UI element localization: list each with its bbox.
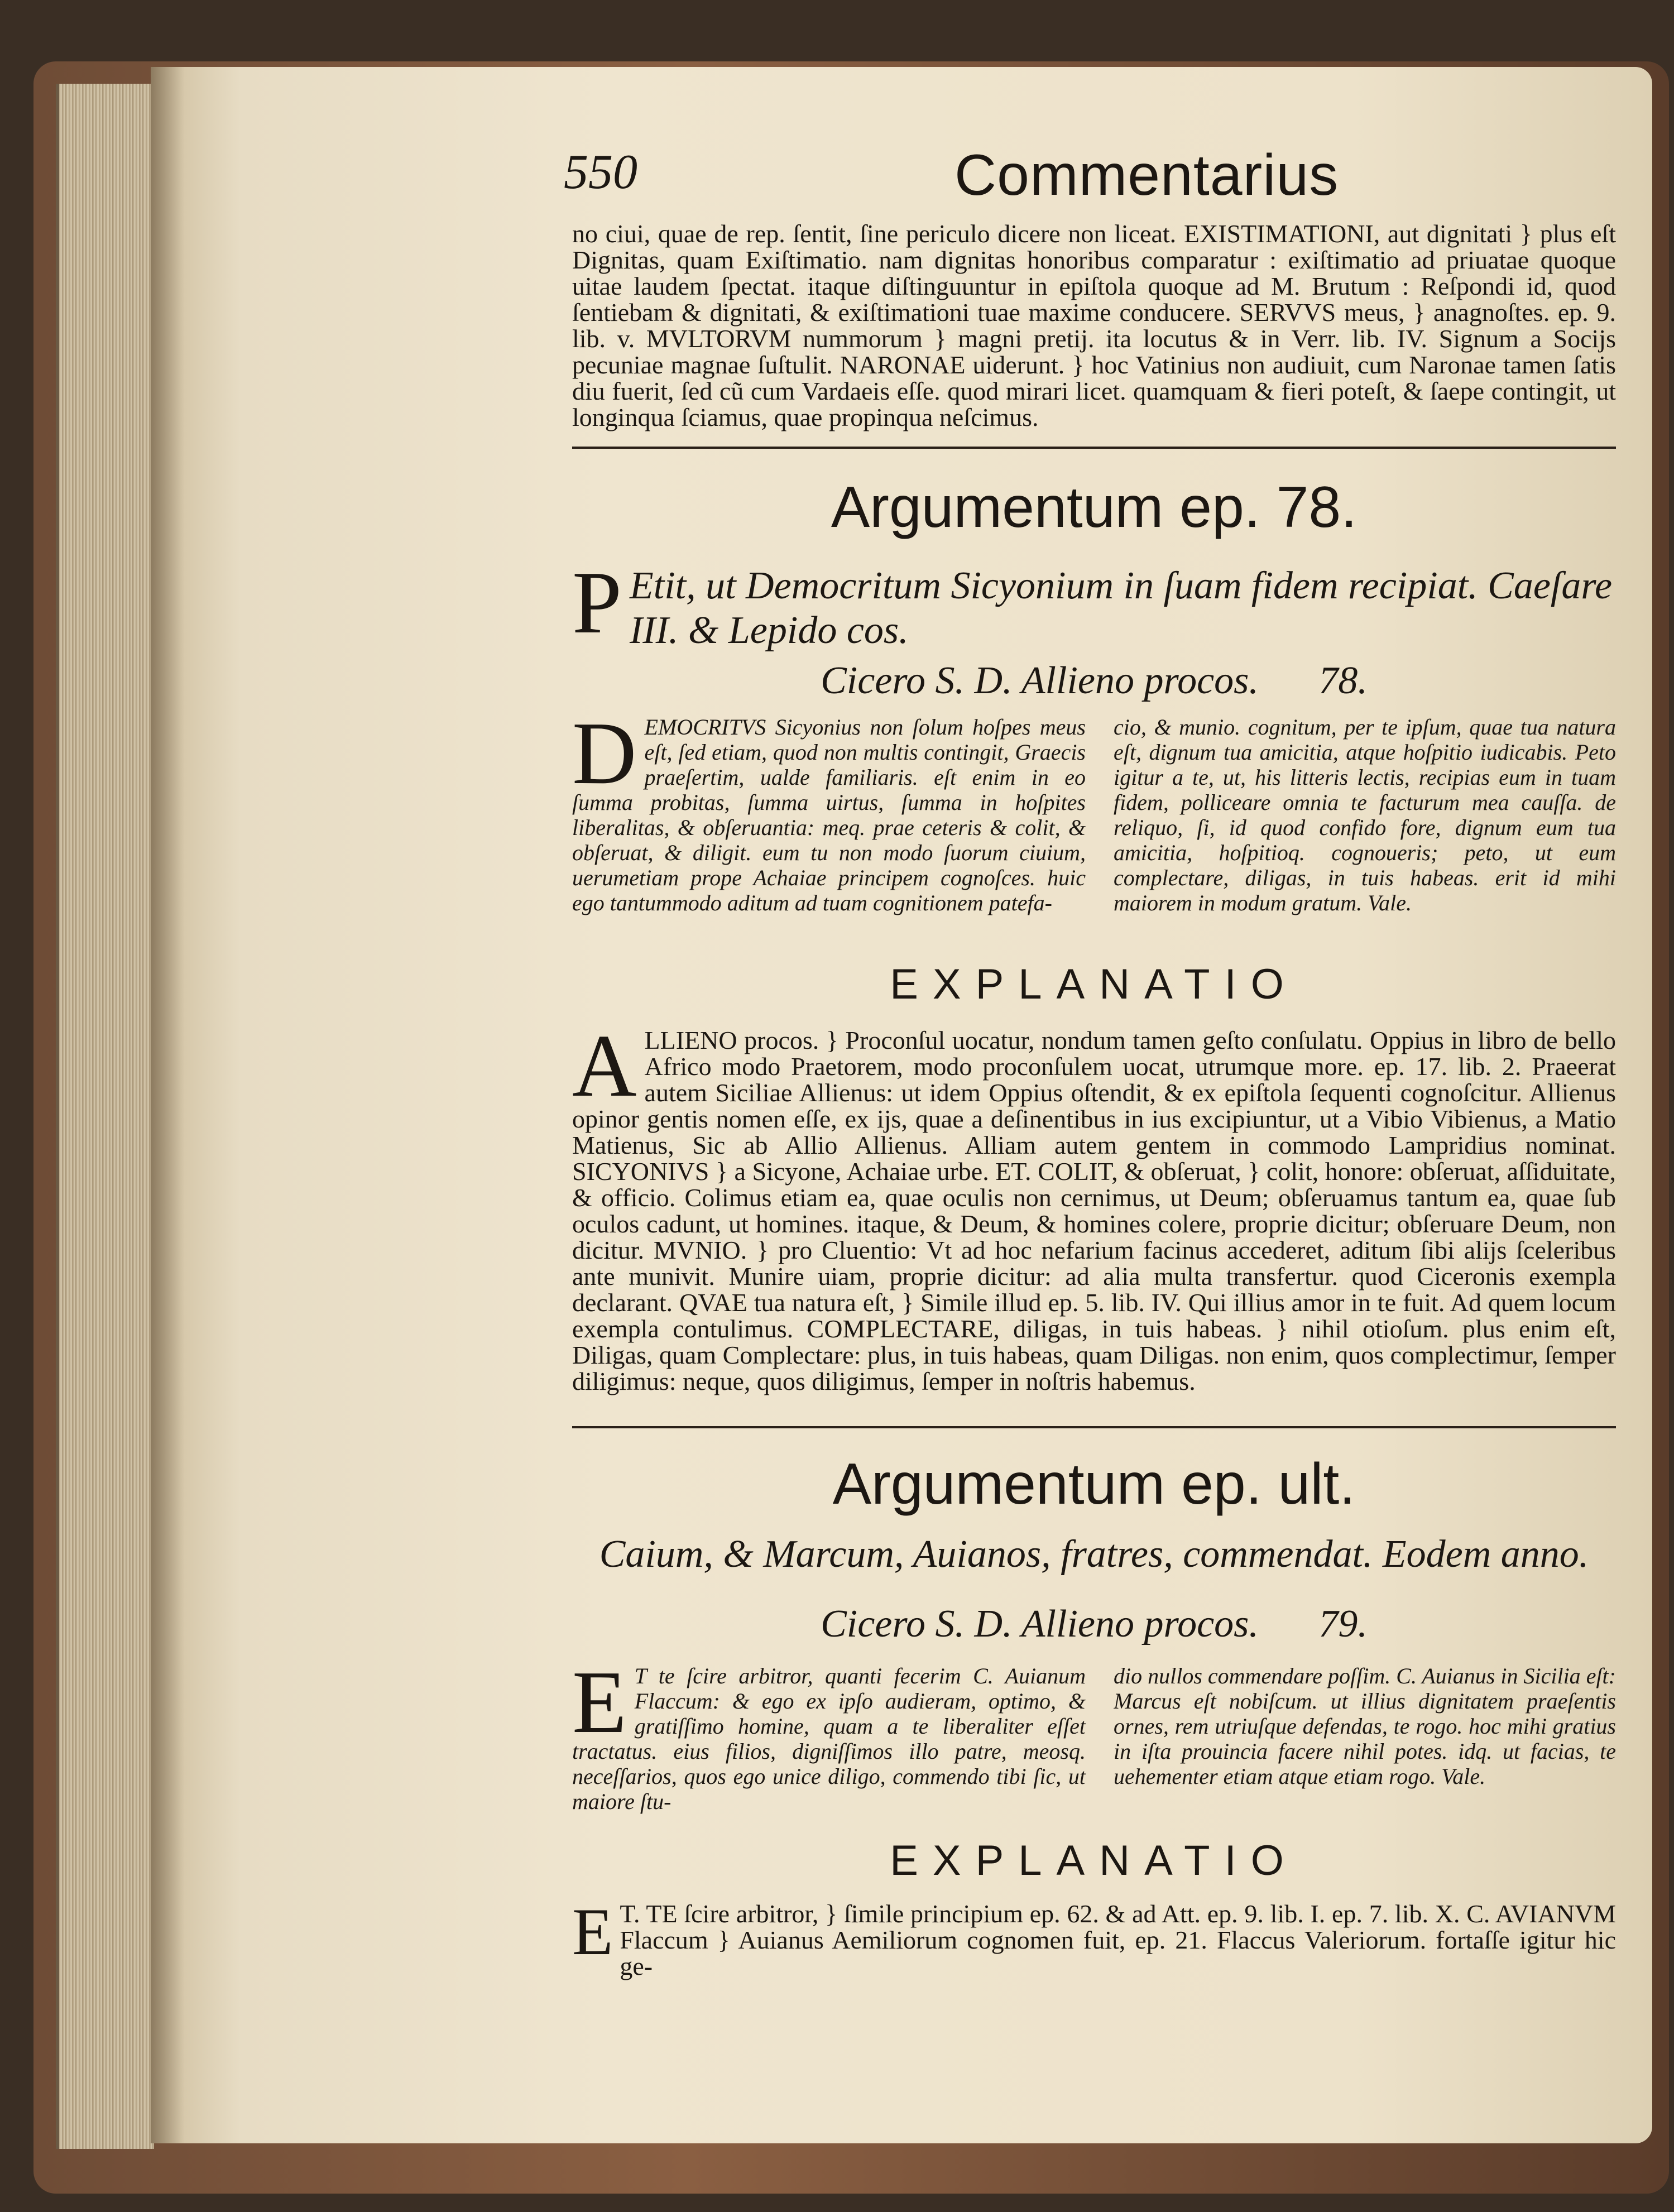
explanatio-79-heading: EXPLANATIO: [890, 1837, 1298, 1884]
letter-78-col1-text: EMOCRITVS Sicyonius non ſolum hoſpes meus eſt, ſed etiam, quod non multis contingit, Graecis praeſertim, ualde familiaris. eſt enim in eo ſumma probitas, ſumma uirtus, ſumma in hoſpites liberalitas, & obſeruantia: meq. prae ceteris & colit, & obſeruat, & diligit. eum tu non modo ſuorum ciuium, uerumetiam prope Achaiae principem cognoſces. huic ego tantummodo aditum ad tuam cognitionem patefa-: [572, 714, 1086, 915]
explanatio-79-dropcap: E: [572, 1901, 613, 1969]
page-number: 550: [564, 145, 637, 199]
explanatio-78-text: [572, 1027, 1616, 1418]
argument-79-text: Caium, & Marcum, Auianos, fratres, commendat. Eodem anno.: [599, 1533, 1589, 1576]
explanatio-78-heading: EXPLANATIO: [890, 961, 1298, 1008]
section-rule-2: [572, 1426, 1616, 1428]
letter-78-col1: [572, 714, 1086, 949]
letter-79-col1: [572, 1663, 1086, 1825]
salutation-79-number: 79.: [1318, 1602, 1368, 1645]
letter-79-col1-text: T te ſcire arbitror, quanti fecerim C. Auianum Flaccum: & ego ex ipſo audieram, optimo, & gratiſſimo homine, quam a te liberaliter eſſet tractatus. eius filios, digniſſimos illo patre, meosq. neceſſarios, quos ego unice diligo, commendo tibi ſic, ut maiore ſtu-: [572, 1663, 1086, 1814]
argument-79-heading: Argumentum ep. ult.: [832, 1452, 1356, 1517]
explanatio-78-dropcap: A: [572, 1027, 637, 1115]
salutation-78-number: 78.: [1318, 659, 1368, 702]
salutation-78: [572, 659, 1616, 703]
letter-78-dropcap: D: [572, 714, 637, 803]
letter-79-dropcap: E: [572, 1663, 627, 1752]
explanatio-79-body: T. TE ſcire arbitror, } ſimile principium ep. 62. & ad Att. ep. 9. lib. I. ep. 7. lib. X. C. AVIANVM Flaccum } Auianus Aemiliorum cognomen fuit, ep. 21. Flaccus Valeriorum. fortaſſe igitur hic ge-: [620, 1901, 1616, 1980]
letter-79-col2: dio nullos commendare poſſim. C. Auianus in Sicilia eſt: Marcus eſt nobiſcum. ut illius dignitatem praeſentis ornes, rem utriuſque defendas, te rogo. hoc mihi gratius in iſta prouincia facere nihil potes. idq. ut facias, te uehementer etiam atque etiam rogo. Vale.: [1114, 1663, 1616, 1789]
argument-78-dropcap: P: [572, 553, 622, 652]
running-title: Commentarius: [954, 143, 1339, 208]
letter-78-col2: cio, & munio. cognitum, per te ipſum, quae tua natura eſt, dignum tua amicitia, atque hoſpitio iudicabis. Peto igitur a te, ut, his litteris lectis, recipias eum in tuam fidem, polliceare omnia te facturum mea cauſſa. de reliquo, ſi, id quod confido fore, dignum eum tua amicitia, hoſpitioq. cognoueris; peto, ut eum complectare, diligas, in tuis habeas. erit id mihi maiorem in modum gratum. Vale.: [1114, 714, 1616, 915]
explanatio-78-body: LLIENO procos. } Proconſul uocatur, nondum tamen geſto conſulatu. Oppius in libro de bello Africo modo Praetorem, modo proconſulem uocat, utrumque more. ep. 17. lib. 2. Praeerat autem Siciliae Allienus: ut idem Oppius oſtendit, & ex epiſtola ſequenti cognoſcitur. Allienus opinor gentis nomen eſſe, ex ijs, quae a deſinentibus in ius excipiuntur, ut a Vibio Vibienus, a Matio Matienus, Sic ab Allio Allienus. Alliam autem gentem in commodo Lampridius nominat. SICYONIVS } a Sicyone, Achaiae urbe. ET. COLIT, & obſeruat, } colit, honore: obſeruat, aſſiduitate, & officio. Colimus etiam ea, quae oculis non cernimus, ut Deum; obſeruamus tantum ea, quae ſub oculos cadunt, ut homines. itaque, & Deum, & homines colere, proprie dicitur; obſeruare Deum, non dicitur. MVNIO. } pro Cluentio: Vt ad hoc nefarium facinus accederet, aditum ſibi alijs ſceleribus ante munivit. Munire uiam, proprie dicitur: ad alia multa transfertur. quod Ciceronis exempla declarant. QVAE tua natura eſt, } Simile illud ep. 5. lib. IV. Qui illius amor in te fuit. Ad quem locum exempla contulimus. COMPLECTARE, diligas, in tuis habeas. } nihil otioſum. plus enim eſt, Diligas, quam Complectare: plus, in tuis habeas, quam Diligas. non enim, quos complectimur, ſemper diligimus: neque, quos diligimus, ſemper in noſtris habemus.: [572, 1027, 1616, 1395]
section-rule: [572, 447, 1616, 449]
salutation-78-text: Cicero S. D. Allieno procos.: [821, 659, 1259, 702]
argument-78-body: Etit, ut Democritum Sicyonium in ſuam fidem recipiat. Caeſare III. & Lepido cos.: [629, 564, 1613, 652]
top-commentary: no ciui, quae de rep. ſentit, ſine periculo dicere non liceat. EXISTIMATIONI, aut dignitati } plus eſt Dignitas, quam Exiſtimatio. nam dignitas honoribus comparatur : exiſtimatio ad priuatae quoque uitae laudem ſpectat. itaque diſtinguuntur in epiſtola quoque ad M. Brutum : Reſpondi id, quod ſentiebam & dignitati, & exiſtimationi tuae maxime conducere. SERVVS meus, } anagnoſtes. ep. 9. lib. v. MVLTORVM nummorum } magni pretij. ita locutus & in Verr. lib. IV. Signum a Socijs pecuniae magnae ſuſtulit. NARONAE uiderunt. } hoc Vatinius non audiuit, cum Naronae tamen ſatis diu fuerit, ſed cũ cum Vardaeis eſſe. quod mirari licet. quamquam & fieri poteſt, & ſaepe contingit, ut longinqua ſciamus, quae propinqua neſcimus.: [572, 220, 1616, 431]
explanatio-79-text: [572, 1901, 1616, 2007]
gutter-shadow: [151, 67, 184, 2143]
salutation-79: [572, 1602, 1616, 1647]
salutation-79-text: Cicero S. D. Allieno procos.: [821, 1602, 1259, 1645]
argument-78-heading: Argumentum ep. 78.: [831, 475, 1358, 540]
page-edges: [56, 84, 154, 2149]
